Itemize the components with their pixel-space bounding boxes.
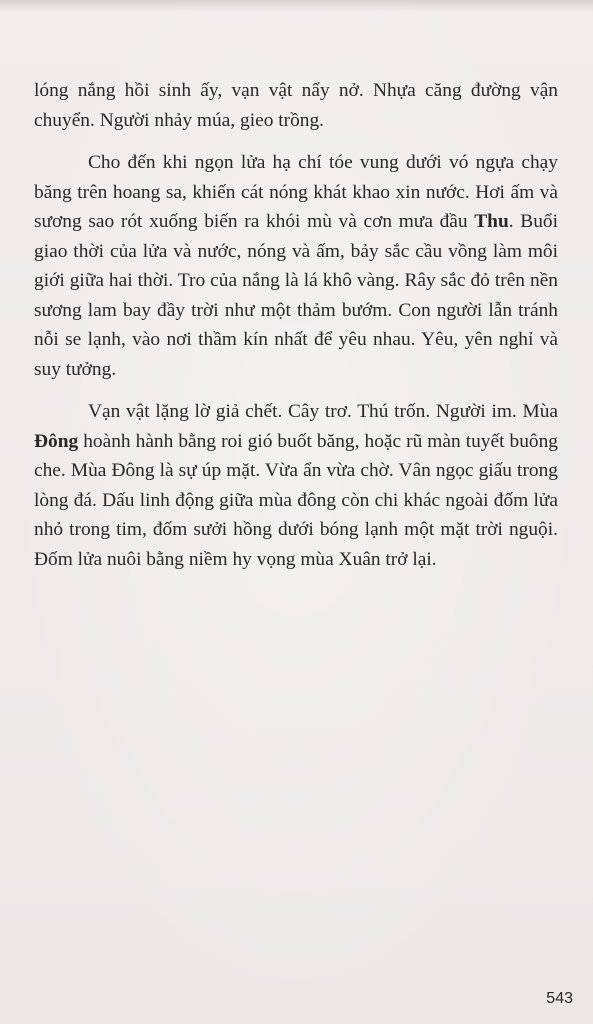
paragraph-1 — [34, 76, 558, 135]
paragraph-2-text-b: . Buổi giao thời của lửa và nước, nóng và ấm, bảy sắc cầu vồng làm môi giới giữa hai thời. Tro của nắng là lá khô vàng. Rây sắc đỏ trên nền sương lam bay đầy trời như một thảm bướm. Con người lẫn tránh nỗi se lạnh, vào nơi thầm kín nhất để yêu nhau. Yêu, yên nghỉ và suy tưởng. — [34, 211, 558, 380]
paragraph-gap — [34, 135, 558, 148]
paragraph-3-text-a: Vạn vật lặng lờ giả chết. Cây trơ. Thú trốn. Người im. Mùa — [88, 401, 558, 422]
paragraph-3-text-b: hoành hành bằng roi gió buốt băng, hoặc rũ màn tuyết buông che. Mùa Đông là sự úp mặt. Vừa ẩn vừa chờ. Vân ngọc giấu trong lòng đá. Dấu linh động giữa mùa đông còn chi khác ngoài đốm lửa nhỏ trong tim, đốm sưởi hồng dưới bóng lạnh một mặt trời nguội. Đốm lửa nuôi bằng niềm hy vọng mùa Xuân trở lại. — [34, 430, 558, 570]
body-text — [34, 76, 558, 574]
season-winter: Đông — [34, 430, 79, 452]
paragraph-2-text-a: Cho đến khi ngọn lửa hạ chí tóe vung dưới vó ngựa chạy băng trên hoang sa, khiến cát nóng khát khao xin nước. Hơi ấm và sương sao rót xuống biến ra khói mù và cơn mưa đầu — [34, 152, 558, 232]
page-top-shadow — [0, 0, 593, 12]
paragraph-3 — [34, 397, 558, 574]
paragraph-gap — [34, 384, 558, 397]
season-autumn: Thu — [474, 211, 509, 232]
paragraph-2 — [34, 148, 558, 384]
page-number: 543 — [546, 990, 573, 1007]
paragraph-1-text: lóng nắng hồi sinh ấy, vạn vật nẩy nở. Nhựa căng đường vận chuyển. Người nhảy múa, gieo trồng. — [34, 80, 558, 131]
